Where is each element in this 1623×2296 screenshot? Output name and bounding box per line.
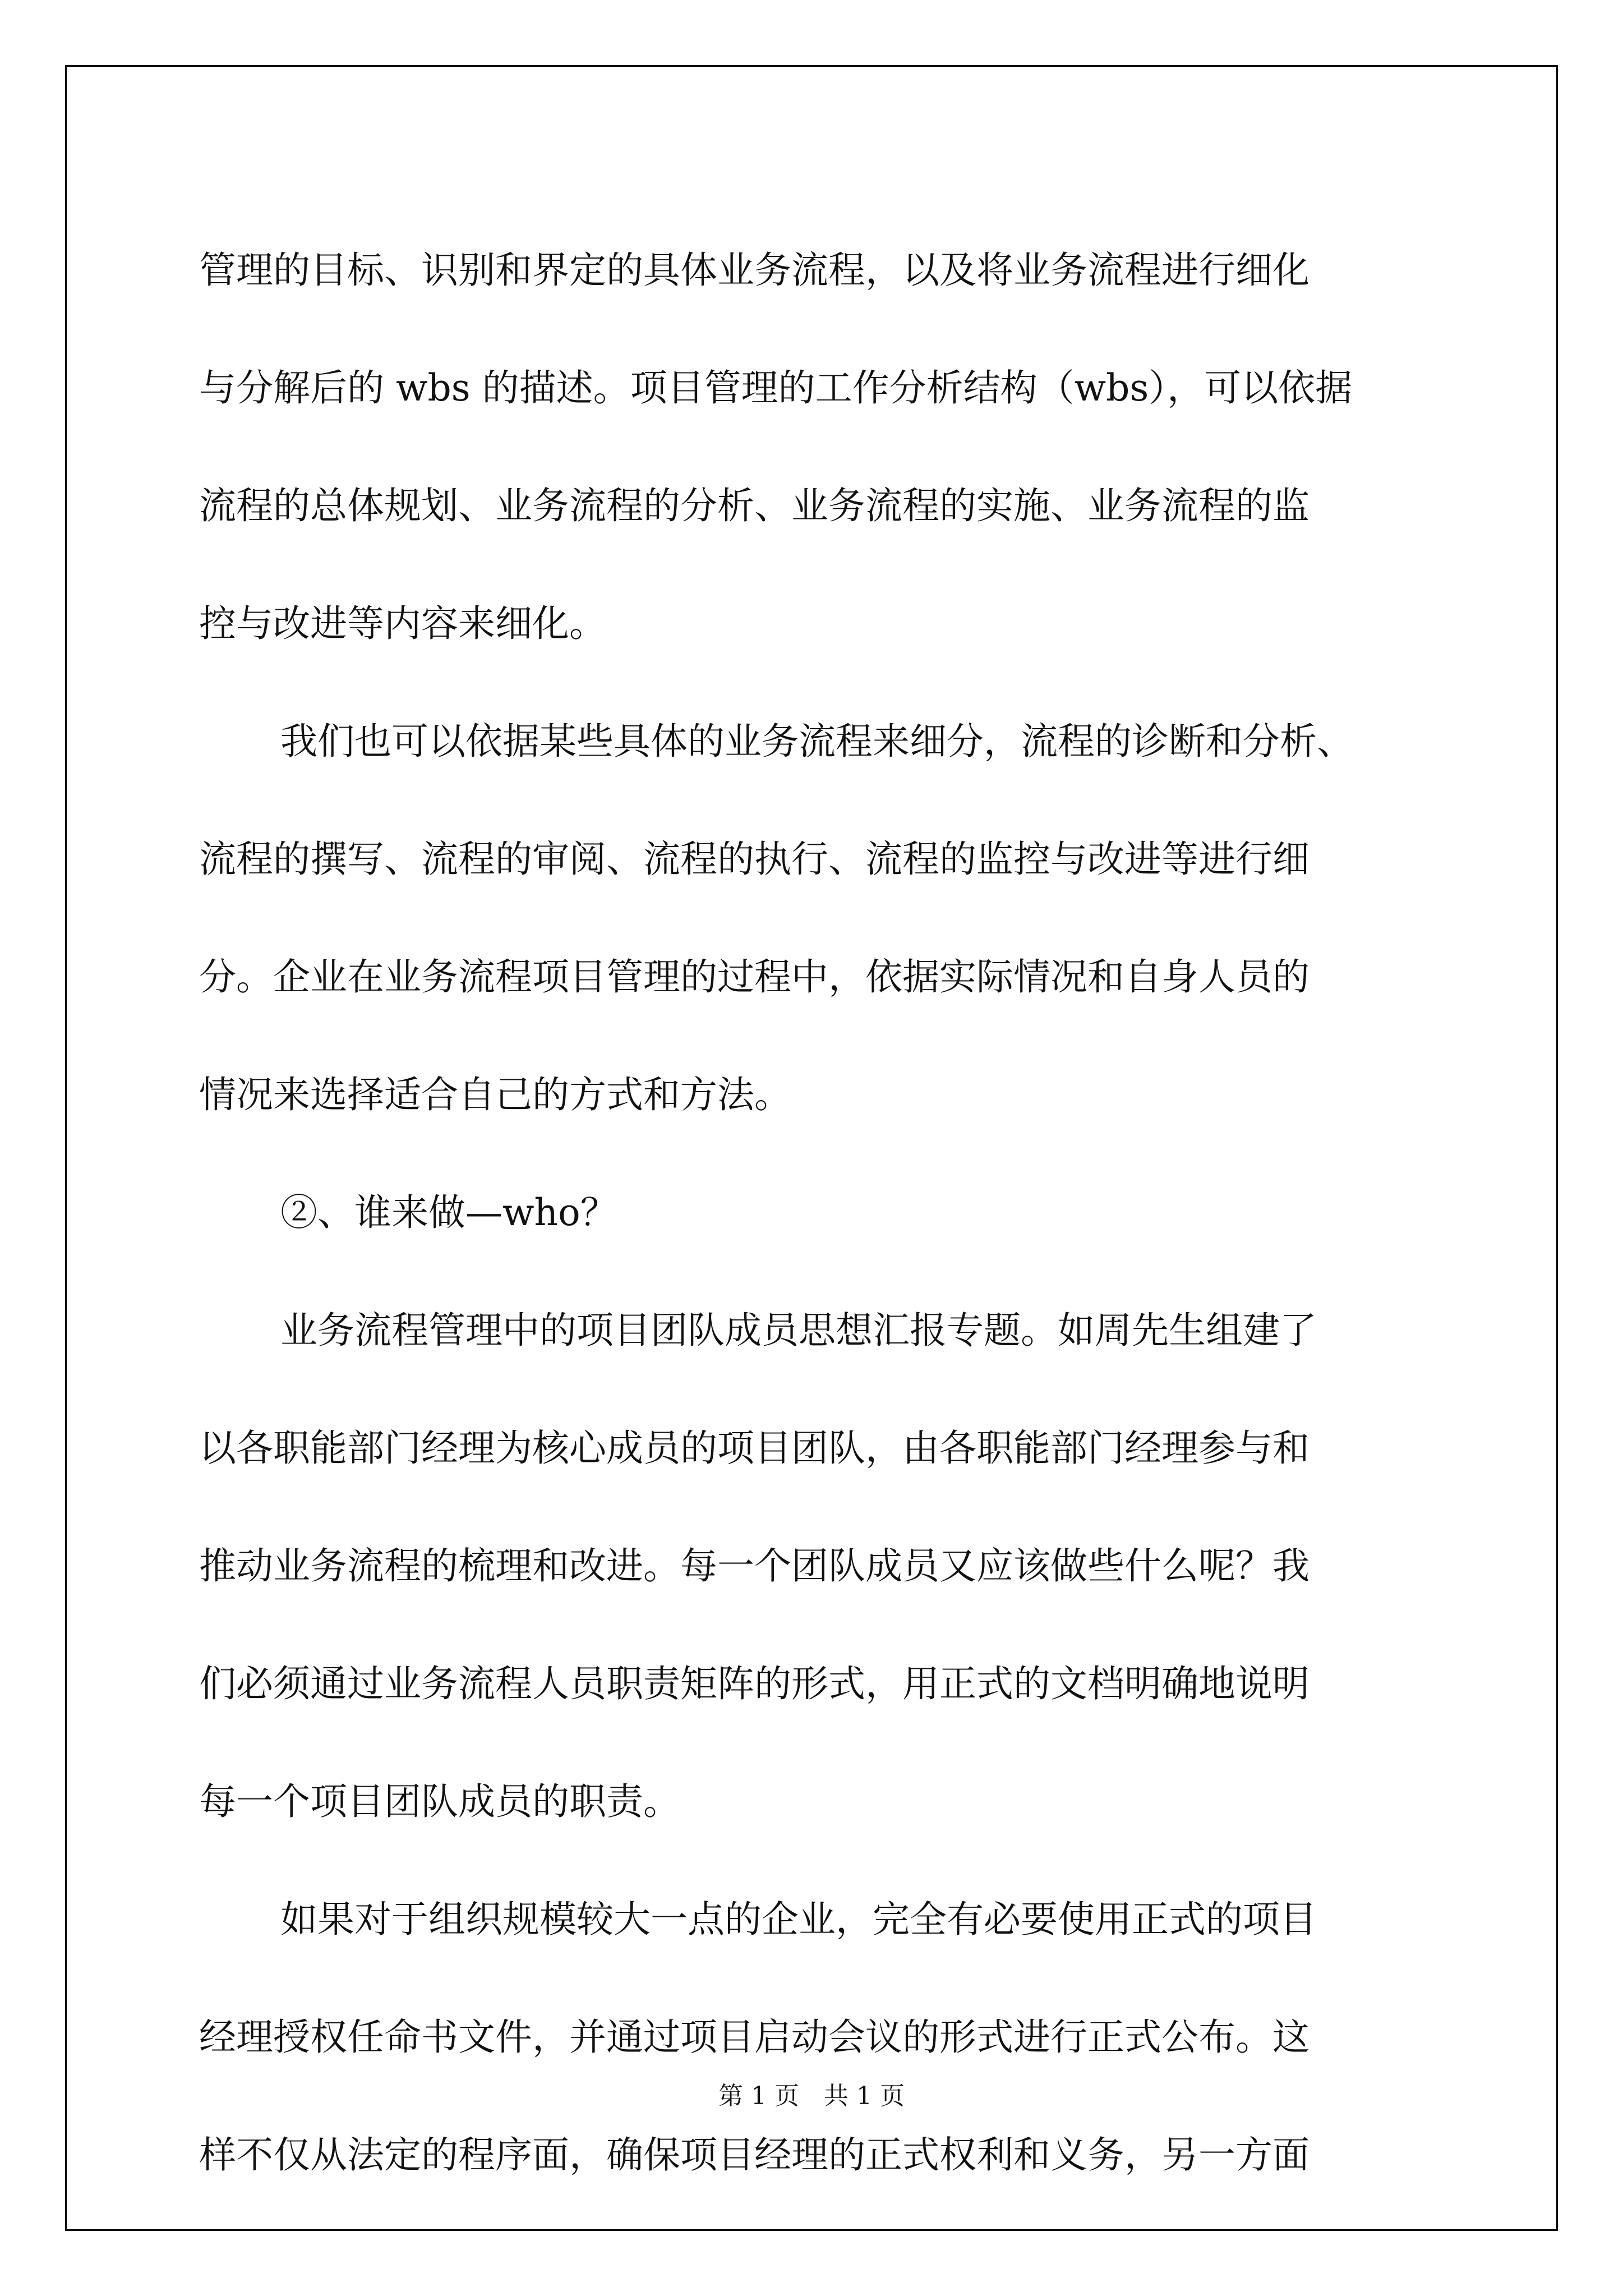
text-line: 流程的撰写、流程的审阅、流程的执行、流程的监控与改进等进行细 bbox=[199, 838, 1310, 881]
text-line: 样不仅从法定的程序面，确保项目经理的正式权利和义务，另一方面 bbox=[199, 2133, 1310, 2177]
text-line: 管理的目标、识别和界定的具体业务流程，以及将业务流程进行细化 bbox=[199, 249, 1310, 292]
paragraph-first-line: 我们也可以依据某些具体的业务流程来细分，流程的诊断和分析、 bbox=[280, 720, 1354, 763]
text-line: 分。企业在业务流程项目管理的过程中，依据实际情况和自身人员的 bbox=[199, 955, 1310, 999]
page-footer: 第 1 页 共 1 页 bbox=[718, 2082, 905, 2110]
section-heading: ②、谁来做—who？ bbox=[280, 1191, 617, 1234]
text-line: 情况来选择适合自己的方式和方法。 bbox=[199, 1073, 791, 1116]
document-body bbox=[199, 211, 1459, 2214]
paragraph-first-line: 如果对于组织规模较大一点的企业，完全有必要使用正式的项目 bbox=[280, 1898, 1317, 1941]
text-line: 每一个项目团队成员的职责。 bbox=[199, 1780, 680, 1823]
text-line: 流程的总体规划、业务流程的分析、业务流程的实施、业务流程的监 bbox=[199, 484, 1310, 527]
text-line: 与分解后的 wbs 的描述。项目管理的工作分析结构（wbs），可以依据 bbox=[199, 366, 1353, 409]
text-line: 以各职能部门经理为核心成员的项目团队，由各职能部门经理参与和 bbox=[199, 1427, 1310, 1470]
paragraph-first-line: 业务流程管理中的项目团队成员思想汇报专题。如周先生组建了 bbox=[280, 1309, 1317, 1352]
text-line: 经理授权任命书文件，并通过项目启动会议的形式进行正式公布。这 bbox=[199, 2016, 1310, 2059]
text-line: 推动业务流程的梳理和改进。每一个团队成员又应该做些什么呢？我 bbox=[199, 1544, 1310, 1588]
text-line: 控与改进等内容来细化。 bbox=[199, 602, 606, 645]
text-line: 们必须通过业务流程人员职责矩阵的形式，用正式的文档明确地说明 bbox=[199, 1662, 1310, 1705]
